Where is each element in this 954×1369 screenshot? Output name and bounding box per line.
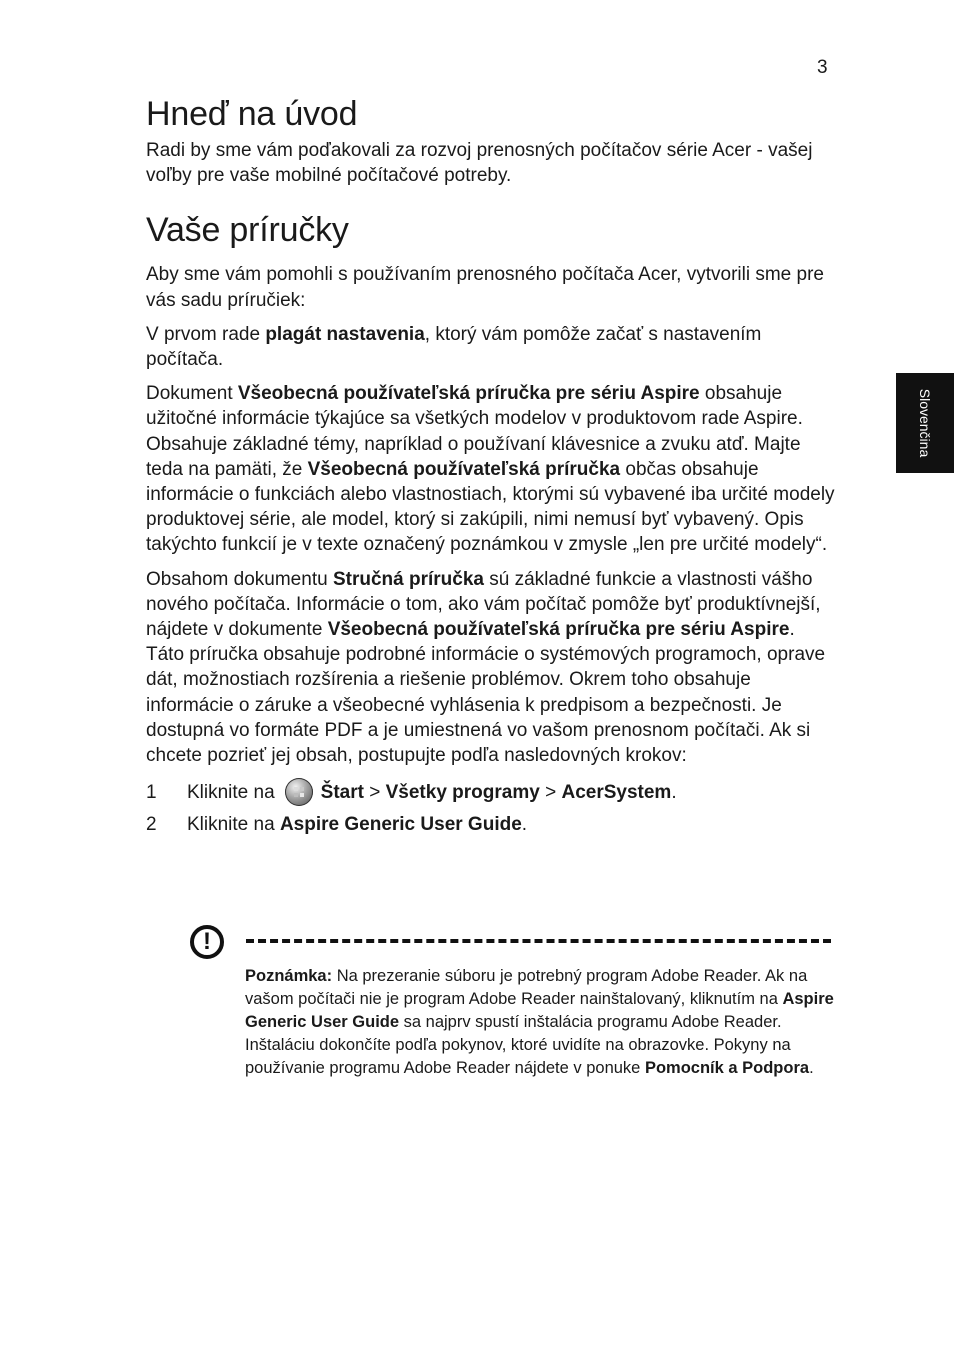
setup-poster-text-c: , ktorý vám pomôže začať s nastavením počítača.: [146, 323, 762, 371]
quick-guide-text-a: Obsahom dokumentu: [146, 568, 333, 590]
welcome-text: Radi by sme vám poďakovali za rozvoj prenosných počítačov série Acer - vašej voľby pre vaše mobilné počítačové potreby.: [146, 140, 813, 187]
welcome-heading: Hneď na úvod: [146, 95, 358, 133]
generic-guide-name-short: Všeobecná používateľská príručka: [307, 458, 621, 480]
note-guide-name: Aspire Generic User Guide: [245, 990, 834, 1031]
generic-guide-name-ref: Všeobecná používateľská príručka pre sériu Aspire: [327, 619, 790, 641]
generic-guide-paragraph: [146, 381, 836, 557]
exclamation-circle-icon: !: [190, 925, 224, 959]
menu-separator: >: [363, 781, 386, 803]
quick-guide-name: Stručná príručka: [332, 568, 484, 590]
generic-guide-name: Všeobecná používateľská príručka pre sériu Aspire: [237, 383, 700, 405]
setup-poster-text-a: V prvom rade: [146, 323, 266, 345]
note-help-menu: Pomocník a Podpora: [644, 1059, 810, 1077]
step-2: [146, 808, 836, 840]
step-number: 2: [146, 813, 157, 835]
note-label: Poznámka:: [245, 967, 333, 985]
aspire-guide-label: Aspire Generic User Guide: [279, 813, 522, 835]
menu-separator: >: [539, 781, 562, 803]
generic-guide-text-a: Dokument: [146, 383, 238, 405]
generic-guide-text-e: občas obsahuje informácie o funkciách alebo vlastnostiach, ktorými sú vybavené iba určité modely produktovej série, ale model, ktorý si zakúpili, nimi nemusí byť vybavený. Opis takýchto funkcií je v texte označený poznámkou v zmysle „len pre určité modely“.: [146, 458, 835, 556]
step-text: Kliknite na: [187, 813, 280, 835]
step-text: Kliknite na: [187, 781, 275, 803]
note-divider: [246, 939, 831, 943]
start-menu-label: Štart: [320, 781, 364, 803]
acersystem-label: AcerSystem: [561, 781, 672, 803]
page-number: 3: [817, 57, 828, 78]
guides-heading: Vaše príručky: [146, 211, 349, 250]
note-text-e: .: [809, 1059, 814, 1077]
note-text-c: sa najprv spustí inštalácia programu Adobe Reader. Inštaláciu dokončíte podľa pokynov, ktoré uvidíte na obrazovke. Pokyny na používanie programu Adobe Reader nájdete v ponuke: [245, 1013, 791, 1077]
setup-poster-paragraph: [146, 322, 836, 372]
note-text: [245, 965, 835, 1080]
generic-guide-text-c: obsahuje užitočné informácie týkajúce sa všetkých modelov v produktovom rade Aspire. Obsahuje základné témy, napríklad o používaní klávesnice a zvuku atď. Majte teda na pamäti, že: [146, 383, 803, 480]
quick-guide-text-c: sú základné funkcie a vlastnosti vášho nového počítača. Informácie o tom, ako vám počítač pomôže byť produktívnejší, nájdete v dokumente: [146, 568, 821, 641]
page-content: [146, 94, 836, 840]
quick-guide-text-e: . Táto príručka obsahuje podrobné informácie o systémových programoch, oprave dát, možnostiach rozšírenia a riešenie problémov. Okrem toho obsahuje informácie o záruke a všeobecné vyhlásenia k predpisom a bezpečnosti. Je dostupná vo formáte PDF a je umiestnená vo vašom prenosnom počítači. Ak si chcete pozrieť jej obsah, postupujte podľa nasledovných krokov:: [146, 619, 826, 767]
side-tab-label: Slovenčina: [917, 388, 933, 458]
windows-start-icon: [285, 778, 313, 806]
guides-intro: Aby sme vám pomohli s používaním prenosného počítača Acer, vytvorili sme pre vás sadu príručiek:: [146, 264, 824, 311]
steps-list: [146, 776, 836, 840]
step-end: .: [521, 813, 528, 835]
step-1: [146, 776, 836, 808]
note-text-a: Na prezeranie súboru je potrebný program Adobe Reader. Ak na vašom počítači nie je program Adobe Reader nainštalovaný, kliknutím na: [245, 967, 808, 1008]
step-number: 1: [146, 781, 157, 803]
step-end: .: [671, 781, 677, 803]
quick-guide-paragraph: [146, 567, 836, 769]
setup-poster-name: plagát nastavenia: [265, 323, 425, 345]
language-side-tab: [896, 373, 954, 473]
all-programs-label: Všetky programy: [385, 781, 540, 803]
